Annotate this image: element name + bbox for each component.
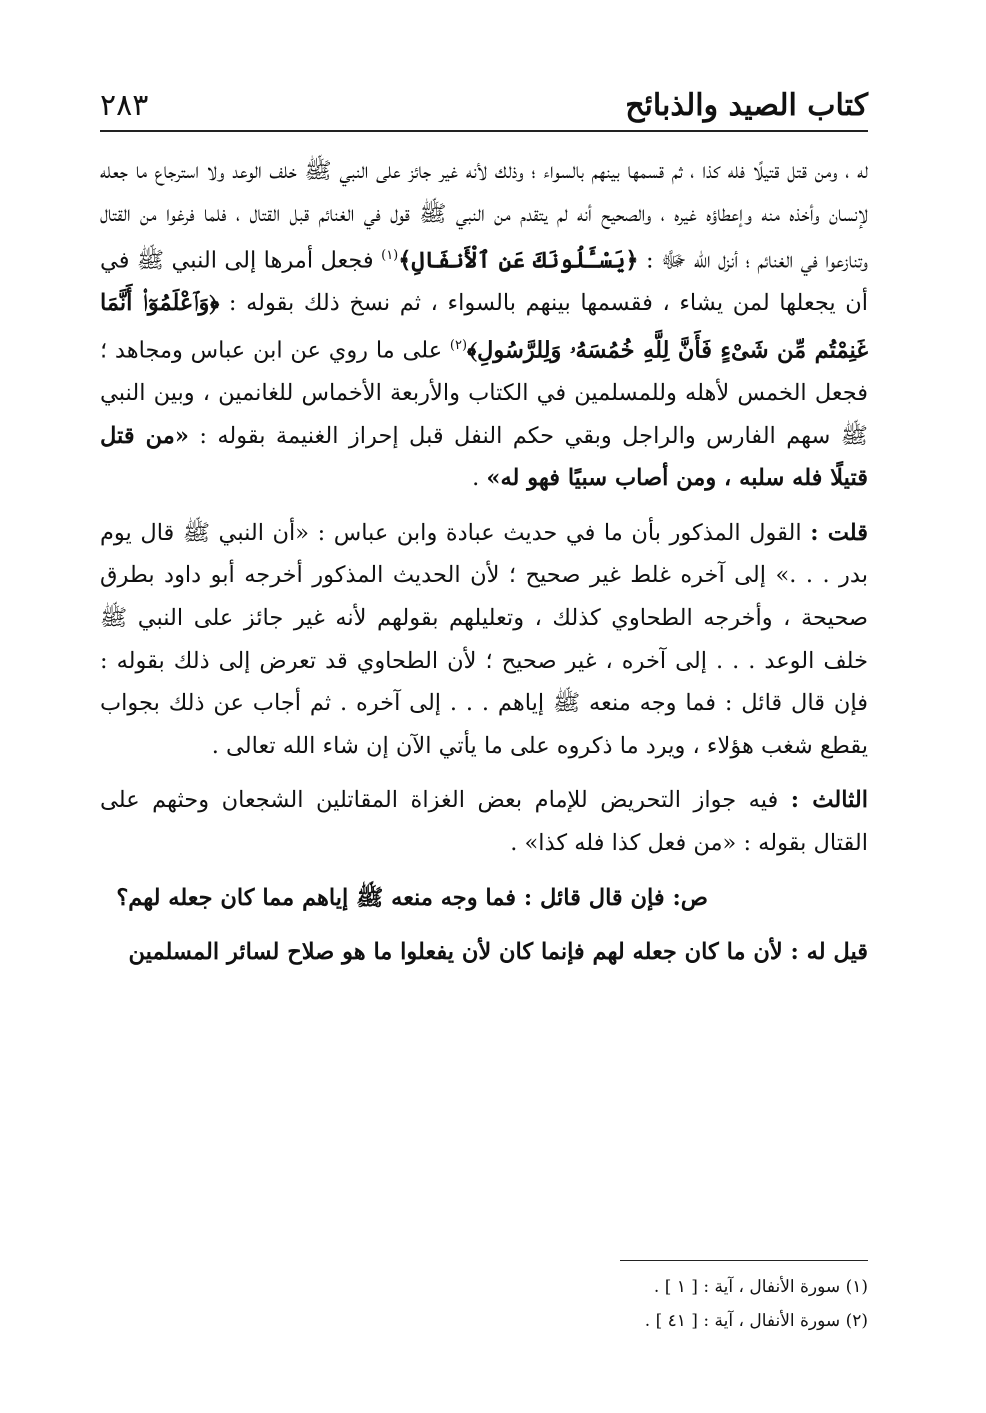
page-header [100,82,868,132]
paragraph-1-text-b: فجعل أمرها إلى النبي ﷺ في أن يجعلها لمن يشاء ، فقسمها بينهم بالسواء ، ثم نسخ ذلك بقوله : [100,247,868,317]
footnote-ref-1: (١) [381,248,399,264]
footnote-ref-2: (٢) [449,337,468,353]
paragraph-1 [100,150,868,500]
paragraph-1-text-a: له ، ومن قتل قتيلًا فله كذا ، ثم قسمها بينهم بالسواء ؛ وذلك لأنه غير جائز على النبي ﷺ خلف الوعد ولا استرجاع ما جعله لإنسان وأخذه منه وإعطاؤه غيره ، والصحيح أنه لم يتقدم من النبي ﷺ قول في الغنائم قبل القتال ، فلما فرغوا من القتال وتنازعوا في الغنائم ؛ أنزل الله ﷻ : [100,158,869,274]
paragraph-1-text-c: على ما روي عن ابن عباس ومجاهد ؛ فجعل الخمس لأهله وللمسلمين في الكتاب والأربعة الأخماس للغانمين ، وبين النبي ﷺ سهم الفارس والراجل وبقي حكم النفل قبل إحراز الغنيمة بقوله : [100,337,868,449]
quran-verse-2: ﴿وَٱعْلَمُوٓا۟ أَنَّمَا غَنِمْتُم مِّن شَىْءٍ فَأَنَّ لِلَّهِ خُمُسَهُۥ وَلِلرَّسُولِ﴾ [100,290,869,364]
footnote-1: (١) سورة الأنفال ، آية : [ ١ ] . [653,1277,868,1297]
footnote-2: (٢) سورة الأنفال ، آية : [ ٤١ ] . [644,1311,868,1331]
quran-verse-1: ﴿يَسْـَٔلُونَكَ عَنِ ٱلْأَنفَالِ﴾ [398,247,639,274]
paragraph-1-text-d: . [472,465,487,492]
paragraph-3-label: الثالث : [790,787,869,814]
page-number: ٢٨٣ [100,88,149,123]
paragraph-2-text: القول المذكور بأن ما في حديث عبادة وابن عباس : «أن النبي ﷺ قال يوم بدر . . .» إلى آخره غلط غير صحيح ؛ لأن الحديث المذكور أخرجه أبو داود بطرق صحيحة ، وأخرجه الطحاوي كذلك ، وتعليلهم بقولهم لأنه غير جائز على النبي ﷺ خلف الوعد . . . إلى آخره ، غير صحيح ؛ لأن الطحاوي قد تعرض إلى ذلك بقوله : فإن قال قائل : فما وجه منعه ﷺ إياهم . . . إلى آخره . ثم أجاب عن ذلك بجواب يقطع شغب هؤلاء ، ويرد ما ذكروه على ما يأتي الآن إن شاء الله تعالى . [100,519,868,759]
paragraph-2-label: قلت : [810,519,869,546]
footnotes [468,1270,868,1338]
running-title: كتاب الصيد والذبائح [625,88,868,123]
paragraph-3 [100,779,868,864]
page-body [100,150,868,986]
footnote-divider [620,1260,868,1261]
paragraph-3-text: فيه جواز التحريض للإمام بعض الغزاة المقاتلين الشجعان وحثهم على القتال بقوله : «من فعل كذا فله كذا» . [100,787,868,856]
hadith-quote: «من قتل قتيلًا فله سلبه ، ومن أصاب سبيًا فهو له» [100,422,868,492]
paragraph-5: قيل له : لأن ما كان جعله لهم فإنما كان لأن يفعلوا ما هو صلاح لسائر المسلمين [128,939,868,966]
paragraph-2 [100,512,868,768]
paragraph-4: ص: فإن قال قائل : فما وجه منعه ﷺ إياهم مما كان جعله لهم؟ [116,884,708,911]
